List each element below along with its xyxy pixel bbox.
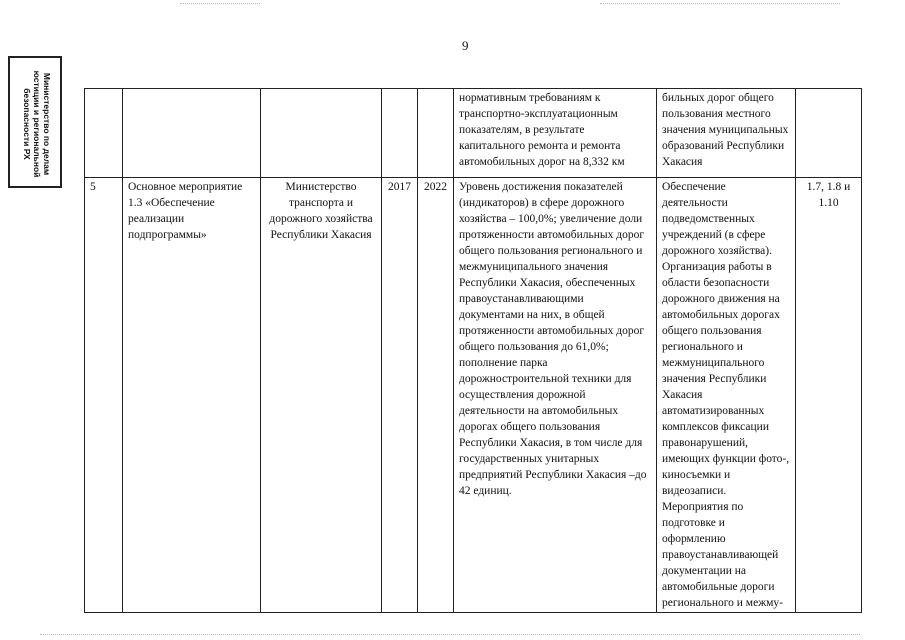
- scan-noise-bottom: [40, 634, 860, 636]
- cell-num: 5: [85, 178, 123, 613]
- program-table: [84, 88, 862, 613]
- table-row: [85, 178, 862, 613]
- stamp-line: Министерство по делам: [42, 72, 52, 176]
- cell-name: [123, 89, 261, 178]
- page-number: 9: [462, 38, 469, 53]
- cell-indicator-ref: [796, 89, 862, 178]
- cell-name: Основное мероприятие 1.3 «Обеспечение реализации подпрограммы»: [123, 178, 261, 613]
- cell-executor: [261, 89, 382, 178]
- cell-end-year: 2022: [418, 178, 454, 613]
- cell-num: [85, 89, 123, 178]
- cell-indicator: нормативным требованиям к транспортно-эксплуатационным показателям, в результате капитального ремонта и ремонта автомобильных дорог на 8,332 км: [454, 89, 657, 178]
- registration-stamp: [8, 56, 62, 188]
- table-row-continuation: [85, 89, 862, 178]
- cell-connection: Обеспечение деятельности подведомственных учреждений (в сфере дорожного хозяйства). Организация работы в области безопасности дорожного движения на автомобильных дорогах общего пользования регионального и межмуниципального значения Республики Хакасия автоматизированных комплексов фиксации правонарушений, имеющих функции фото-, киносъемки и видеозаписи. Мероприятия по подготовке и оформлению правоустанавливающей документации на автомобильные дороги регионального и межму-: [657, 178, 796, 613]
- stamp-line: юстиции и региональной: [32, 70, 42, 178]
- scan-noise-top: [600, 3, 840, 5]
- cell-executor: Министерство транспорта и дорожного хозяйства Республики Хакасия: [261, 178, 382, 613]
- stamp-line: безопасности РХ: [22, 88, 32, 160]
- cell-start-year: 2017: [382, 178, 418, 613]
- cell-connection: бильных дорог общего пользования местного значения муниципальных образований Республики Хакасия: [657, 89, 796, 178]
- cell-indicator-ref: 1.7, 1.8 и 1.10: [796, 178, 862, 613]
- cell-end-year: [418, 89, 454, 178]
- scan-noise-top: [180, 3, 260, 5]
- stamp-text: [22, 62, 52, 186]
- cell-indicator: Уровень достижения показателей (индикаторов) в сфере дорожного хозяйства – 100,0%; увеличение доли протяженности автомобильных дорог общего пользования регионального и межмуниципального значения Республики Хакасия, обеспеченных правоустанавливающими документами на них, в общей протяженности автомобильных дорог общего пользования до 61,0%; пополнение парка дорожностроительной техники для осуществления дорожной деятельности на автомобильных дорогах общего пользования Республики Хакасия, в том числе для государственных унитарных предприятий Республики Хакасия –до 42 единиц.: [454, 178, 657, 613]
- cell-start-year: [382, 89, 418, 178]
